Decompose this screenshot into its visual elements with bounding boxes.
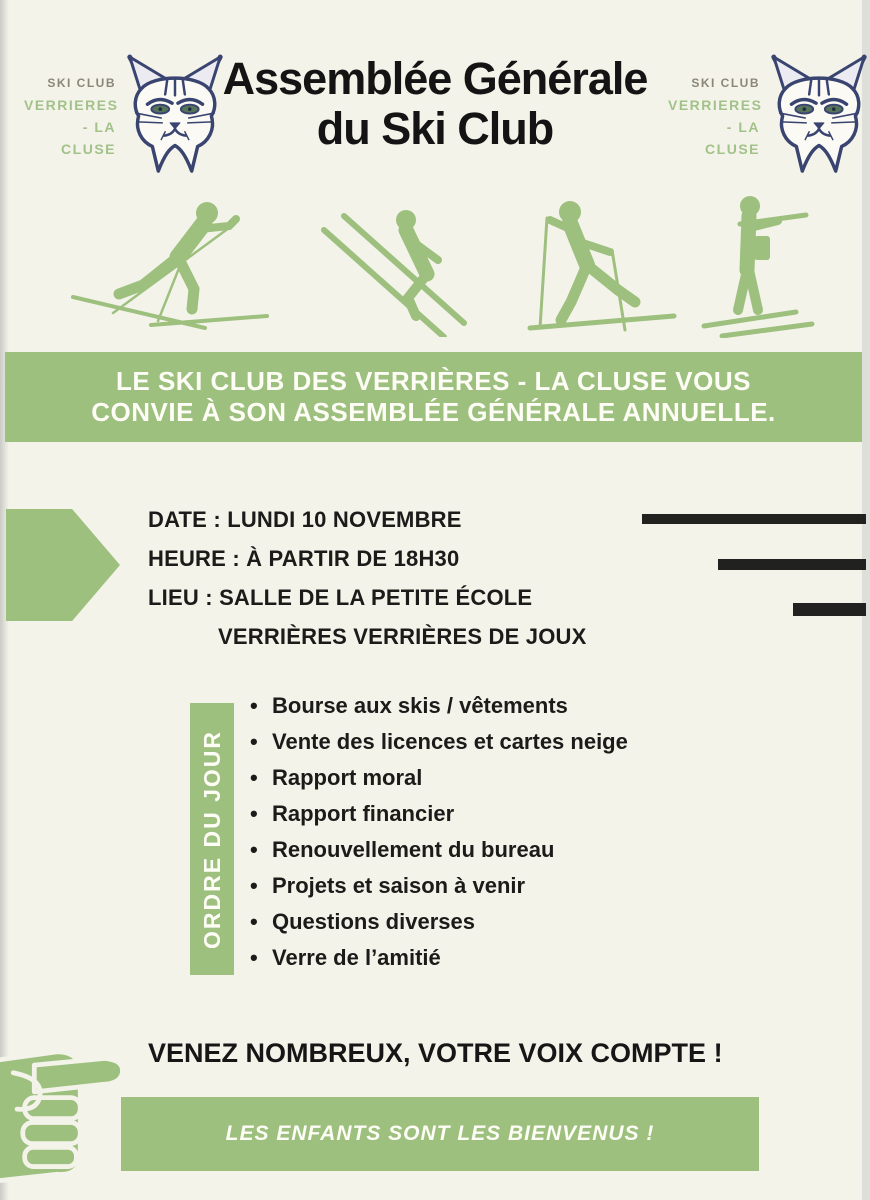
detail-date: DATE : LUNDI 10 NOVEMBRE — [148, 507, 462, 532]
pointing-hand-icon — [0, 1040, 130, 1184]
detail-lieu: LIEU : SALLE DE LA PETITE ÉCOLE — [148, 585, 533, 610]
bullet-icon: • — [250, 837, 258, 862]
detail-lieu-suite: VERRIÈRES VERRIÈRES DE JOUX — [218, 624, 587, 649]
list-item — [250, 874, 628, 897]
invitation-line-2: CONVIE À SON ASSEMBLÉE GÉNÉRALE ANNUELLE. — [91, 397, 776, 427]
decorative-bar — [642, 514, 866, 524]
agenda-label: ORDRE DU JOUR — [198, 729, 225, 949]
detail-heure: HEURE : À PARTIR DE 18H30 — [148, 546, 460, 571]
poster-title — [185, 54, 685, 154]
bullet-icon: • — [250, 765, 258, 790]
children-banner-text: LES ENFANTS SONT LES BIENVENUS ! — [225, 1122, 655, 1145]
list-item — [250, 730, 628, 753]
invitation-line-1: LE SKI CLUB DES VERRIÈRES - LA CLUSE VOUS — [116, 366, 751, 396]
logo-line-2: VERRIERES — [24, 97, 119, 113]
bullet-icon: • — [250, 693, 258, 718]
list-item — [250, 694, 628, 717]
logo-line-1: SKI CLUB — [47, 76, 116, 90]
lynx-mascot-icon — [760, 50, 870, 182]
cross-country-skier-icon — [55, 195, 275, 330]
invitation-banner — [5, 352, 862, 442]
agenda-item-text: Verre de l’amitié — [272, 945, 441, 970]
agenda-item-text: Projets et saison à venir — [272, 873, 526, 898]
agenda-list — [250, 694, 628, 982]
agenda-item-text: Vente des licences et cartes neige — [272, 729, 628, 754]
right-arrow-icon — [6, 509, 120, 621]
agenda-item-text: Questions diverses — [272, 909, 475, 934]
bullet-icon: • — [250, 945, 258, 970]
logo-line-1: SKI CLUB — [691, 76, 760, 90]
list-item — [250, 946, 628, 969]
skating-skier-icon — [492, 192, 692, 332]
event-details — [148, 500, 587, 656]
club-logo-text — [24, 72, 119, 160]
logo-line-3: - LA CLUSE — [61, 119, 116, 157]
title-line-1: Assemblée Générale — [222, 53, 648, 104]
biathlete-icon — [688, 188, 818, 338]
call-to-action: VENEZ NOMBREUX, VOTRE VOIX COMPTE ! — [148, 1038, 723, 1068]
logo-line-2: VERRIERES — [668, 97, 763, 113]
list-item — [250, 910, 628, 933]
club-logo-right — [668, 50, 870, 182]
logo-line-3: - LA CLUSE — [705, 119, 760, 157]
bullet-icon: • — [250, 801, 258, 826]
decorative-bar — [793, 603, 866, 616]
agenda-label-rail — [190, 703, 234, 975]
agenda-item-text: Rapport financier — [272, 801, 455, 826]
children-banner — [121, 1097, 759, 1171]
agenda-item-text: Bourse aux skis / vêtements — [272, 693, 568, 718]
list-item — [250, 766, 628, 789]
club-logo-text — [668, 72, 763, 160]
agenda-item-text: Renouvellement du bureau — [272, 837, 555, 862]
bullet-icon: • — [250, 729, 258, 754]
list-item — [250, 838, 628, 861]
list-item — [250, 802, 628, 825]
decorative-bar — [718, 559, 866, 570]
ski-jumper-icon — [308, 192, 478, 337]
agenda-item-text: Rapport moral — [272, 765, 423, 790]
title-line-2: du Ski Club — [316, 103, 554, 154]
bullet-icon: • — [250, 873, 258, 898]
bullet-icon: • — [250, 909, 258, 934]
